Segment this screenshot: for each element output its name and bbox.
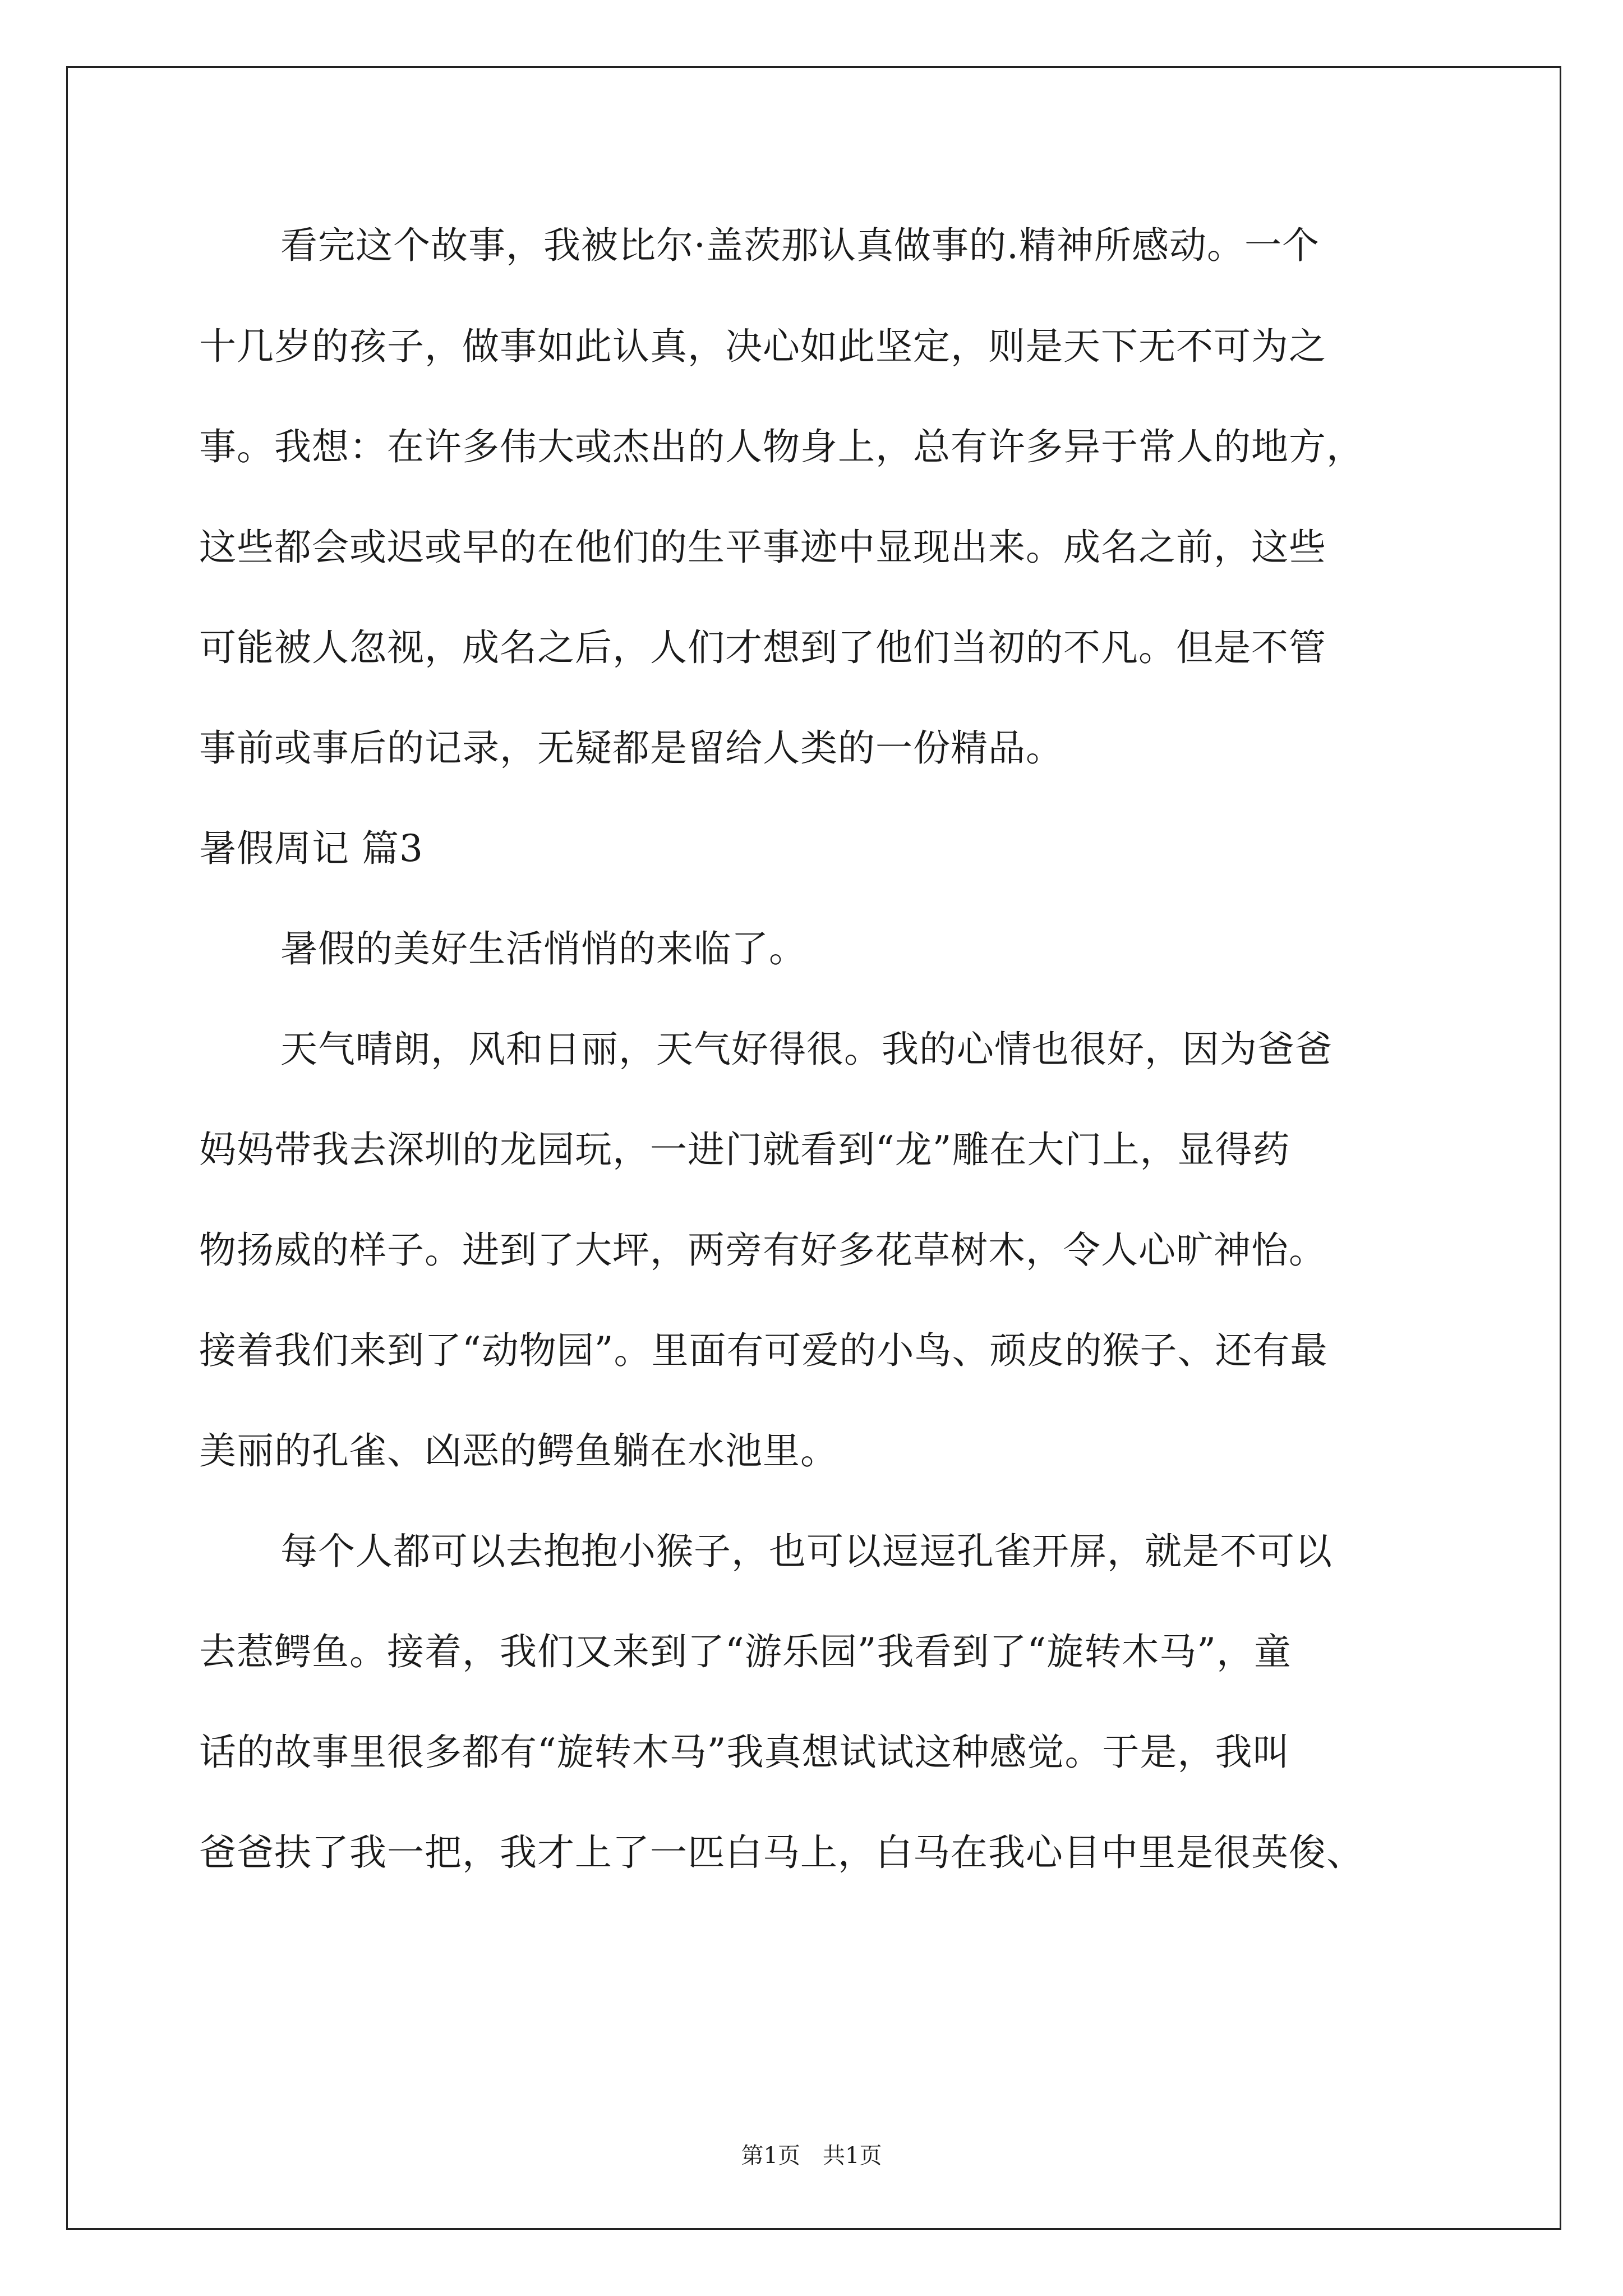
text-line: 可能被人忽视，成名之后，人们才想到了他们当初的不凡。但是不管	[199, 626, 1326, 669]
text-line: 接着我们来到了“动物园”。里面有可爱的小鸟、顽皮的猴子、还有最	[199, 1329, 1328, 1372]
text-line: 看完这个故事，我被比尔·盖茨那认真做事的.精神所感动。一个	[280, 224, 1320, 267]
text-line: 这些都会或迟或早的在他们的生平事迹中显现出来。成名之前，这些	[199, 526, 1326, 569]
text-line: 妈妈带我去深圳的龙园玩，一进门就看到“龙”雕在大门上，显得药	[199, 1128, 1290, 1171]
text-line: 话的故事里很多都有“旋转木马”我真想试试这种感觉。于是，我叫	[199, 1731, 1290, 1774]
text-line: 十几岁的孩子，做事如此认真，决心如此坚定，则是天下无不可为之	[199, 325, 1326, 368]
text-line: 爸爸扶了我一把，我才上了一匹白马上，白马在我心目中里是很英俊、	[199, 1831, 1364, 1874]
text-line: 天气晴朗，风和日丽，天气好得很。我的心情也很好，因为爸爸	[280, 1028, 1332, 1071]
text-line: 物扬威的样子。进到了大坪，两旁有好多花草树木，令人心旷神怡。	[199, 1228, 1326, 1272]
text-line: 每个人都可以去抱抱小猴子，也可以逗逗孔雀开屏，就是不可以	[280, 1530, 1332, 1573]
section-heading: 暑假周记 篇3	[199, 827, 423, 870]
text-line: 去惹鳄鱼。接着，我们又来到了“游乐园”我看到了“旋转木马”，童	[199, 1630, 1292, 1673]
text-line: 暑假的美好生活悄悄的来临了。	[280, 927, 806, 970]
text-line: 美丽的孔雀、凶恶的鳄鱼躺在水池里。	[199, 1429, 838, 1473]
page-footer: 第1页 共1页	[741, 2143, 882, 2169]
text-line: 事前或事后的记录，无疑都是留给人类的一份精品。	[199, 726, 1063, 770]
text-line: 事。我想：在许多伟大或杰出的人物身上，总有许多异于常人的地方，	[199, 425, 1364, 468]
